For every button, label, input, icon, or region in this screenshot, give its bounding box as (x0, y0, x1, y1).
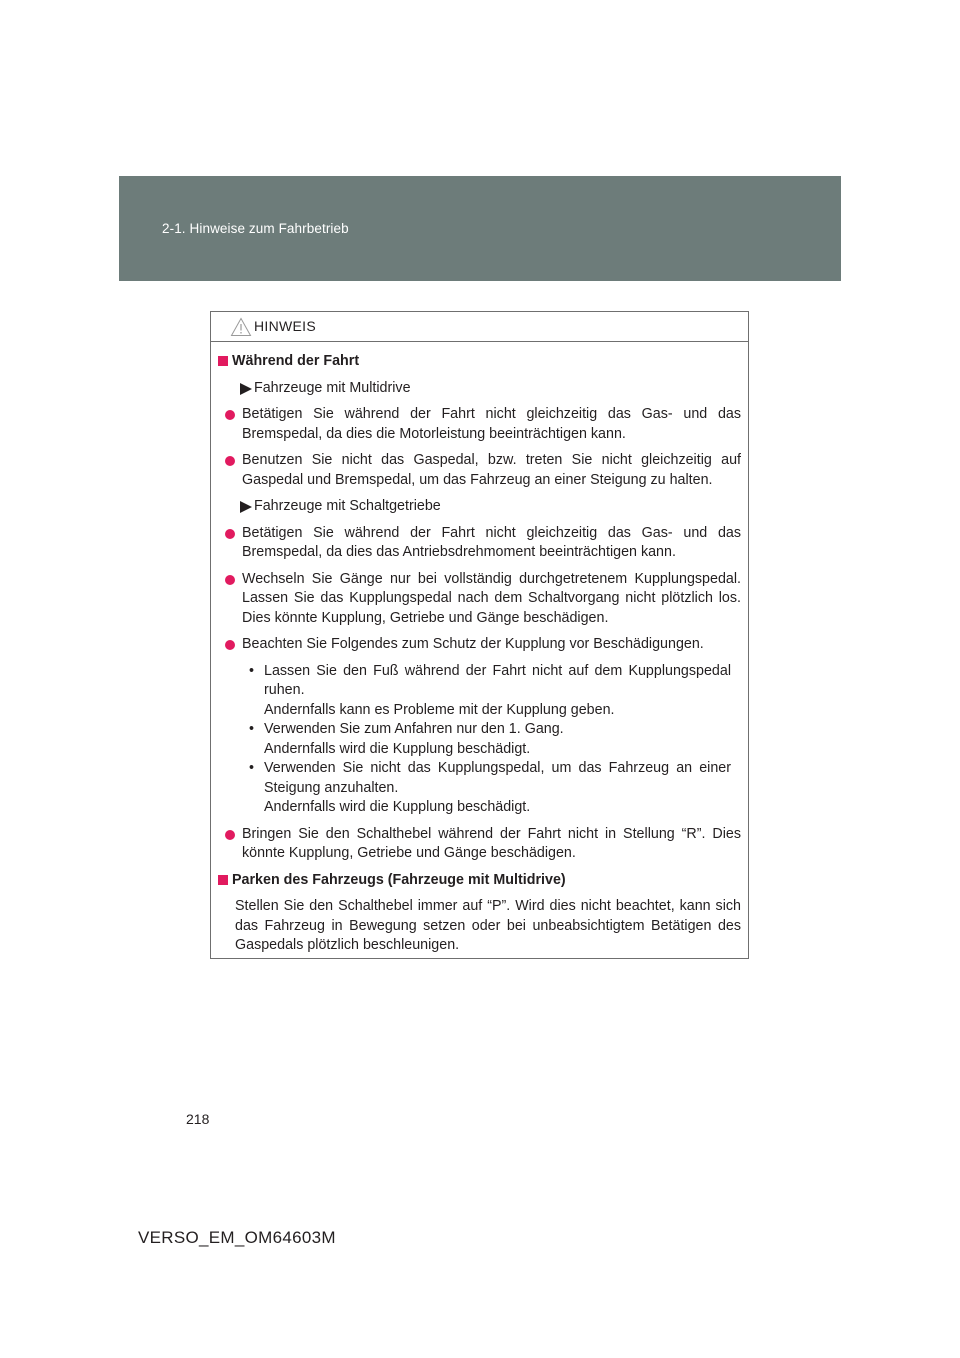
notice-box (210, 311, 749, 959)
circle-bullet-icon (225, 640, 235, 650)
square-bullet-icon (218, 875, 228, 885)
notice-header (211, 312, 748, 342)
notice-title: HINWEIS (254, 318, 316, 334)
circle-bullet-icon (225, 575, 235, 585)
square-bullet-icon (218, 356, 228, 366)
paragraph: Stellen Sie den Schalthebel immer auf “P”. Wird dies nicht beachtet, kann sich das Fahrzeug in Bewegung setzen oder bei unbeabsichtigtem Betätigen des Gaspedals plötzlich beschleunigen. (235, 898, 741, 953)
page-number: 218 (186, 1111, 210, 1127)
circle-bullet-icon (225, 529, 235, 539)
sub-list-item: • Verwenden Sie nicht das Kupplungspedal, um das Fahrzeug an einer Steigung anzuhalten. Andernfalls wird die Kupplung beschädigt. (249, 760, 731, 815)
small-dot-bullet-icon: • (249, 760, 255, 776)
list-item: Bringen Sie den Schalthebel während der Fahrt nicht in Stellung “R”. Dies könnte Kupplung, Getriebe und Gänge beschädigen. (218, 825, 741, 864)
section-heading: Während der Fahrt (218, 352, 741, 372)
circle-bullet-icon (225, 830, 235, 840)
list-item: Wechseln Sie Gänge nur bei vollständig durchgetretenem Kupplungspedal. Lassen Sie das Kupplungspedal nach dem Schaltvorgang nicht plötzlich los. Dies könnte Kupplung, Getriebe und Gänge beschädigen. (218, 570, 741, 629)
list-item: Betätigen Sie während der Fahrt nicht gleichzeitig das Gas- und das Bremspedal, da dies das Antriebsdrehmoment beeinträchtigen kann. (218, 524, 741, 563)
play-triangle-icon (240, 383, 252, 395)
play-triangle-icon (240, 501, 252, 513)
circle-bullet-icon (225, 456, 235, 466)
list-item: Benutzen Sie nicht das Gaspedal, bzw. treten Sie nicht gleichzeitig auf Gaspedal und Bremspedal, um das Fahrzeug an einer Steigung zu halten. (218, 451, 741, 490)
section-heading: Parken des Fahrzeugs (Fahrzeuge mit Multidrive) (218, 871, 741, 891)
small-dot-bullet-icon: • (249, 662, 255, 679)
list-item: Betätigen Sie während der Fahrt nicht gleichzeitig das Gas- und das Bremspedal, da dies die Motorleistung beeinträchtigen kann. (218, 405, 741, 444)
vehicle-type-label: Fahrzeuge mit Multidrive (218, 379, 741, 399)
sub-list (218, 662, 741, 818)
section-title: 2-1. Hinweise zum Fahrbetrieb (162, 221, 349, 236)
small-dot-bullet-icon: • (249, 721, 255, 737)
header-band (119, 176, 841, 281)
document-code: VERSO_EM_OM64603M (138, 1228, 336, 1247)
sub-list-item: • Lassen Sie den Fuß während der Fahrt nicht auf dem Kupplungspedal ruhen. Andernfalls kann es Probleme mit der Kupplung geben. (249, 662, 731, 718)
circle-bullet-icon (225, 410, 235, 420)
list-item: Beachten Sie Folgendes zum Schutz der Kupplung vor Beschädigungen. (218, 635, 741, 655)
notice-body (211, 342, 748, 956)
vehicle-type-label: Fahrzeuge mit Schaltgetriebe (218, 497, 741, 517)
warning-triangle-icon (230, 317, 252, 337)
sub-list-item: • Verwenden Sie zum Anfahren nur den 1. Gang. Andernfalls wird die Kupplung beschädigt. (249, 721, 564, 757)
